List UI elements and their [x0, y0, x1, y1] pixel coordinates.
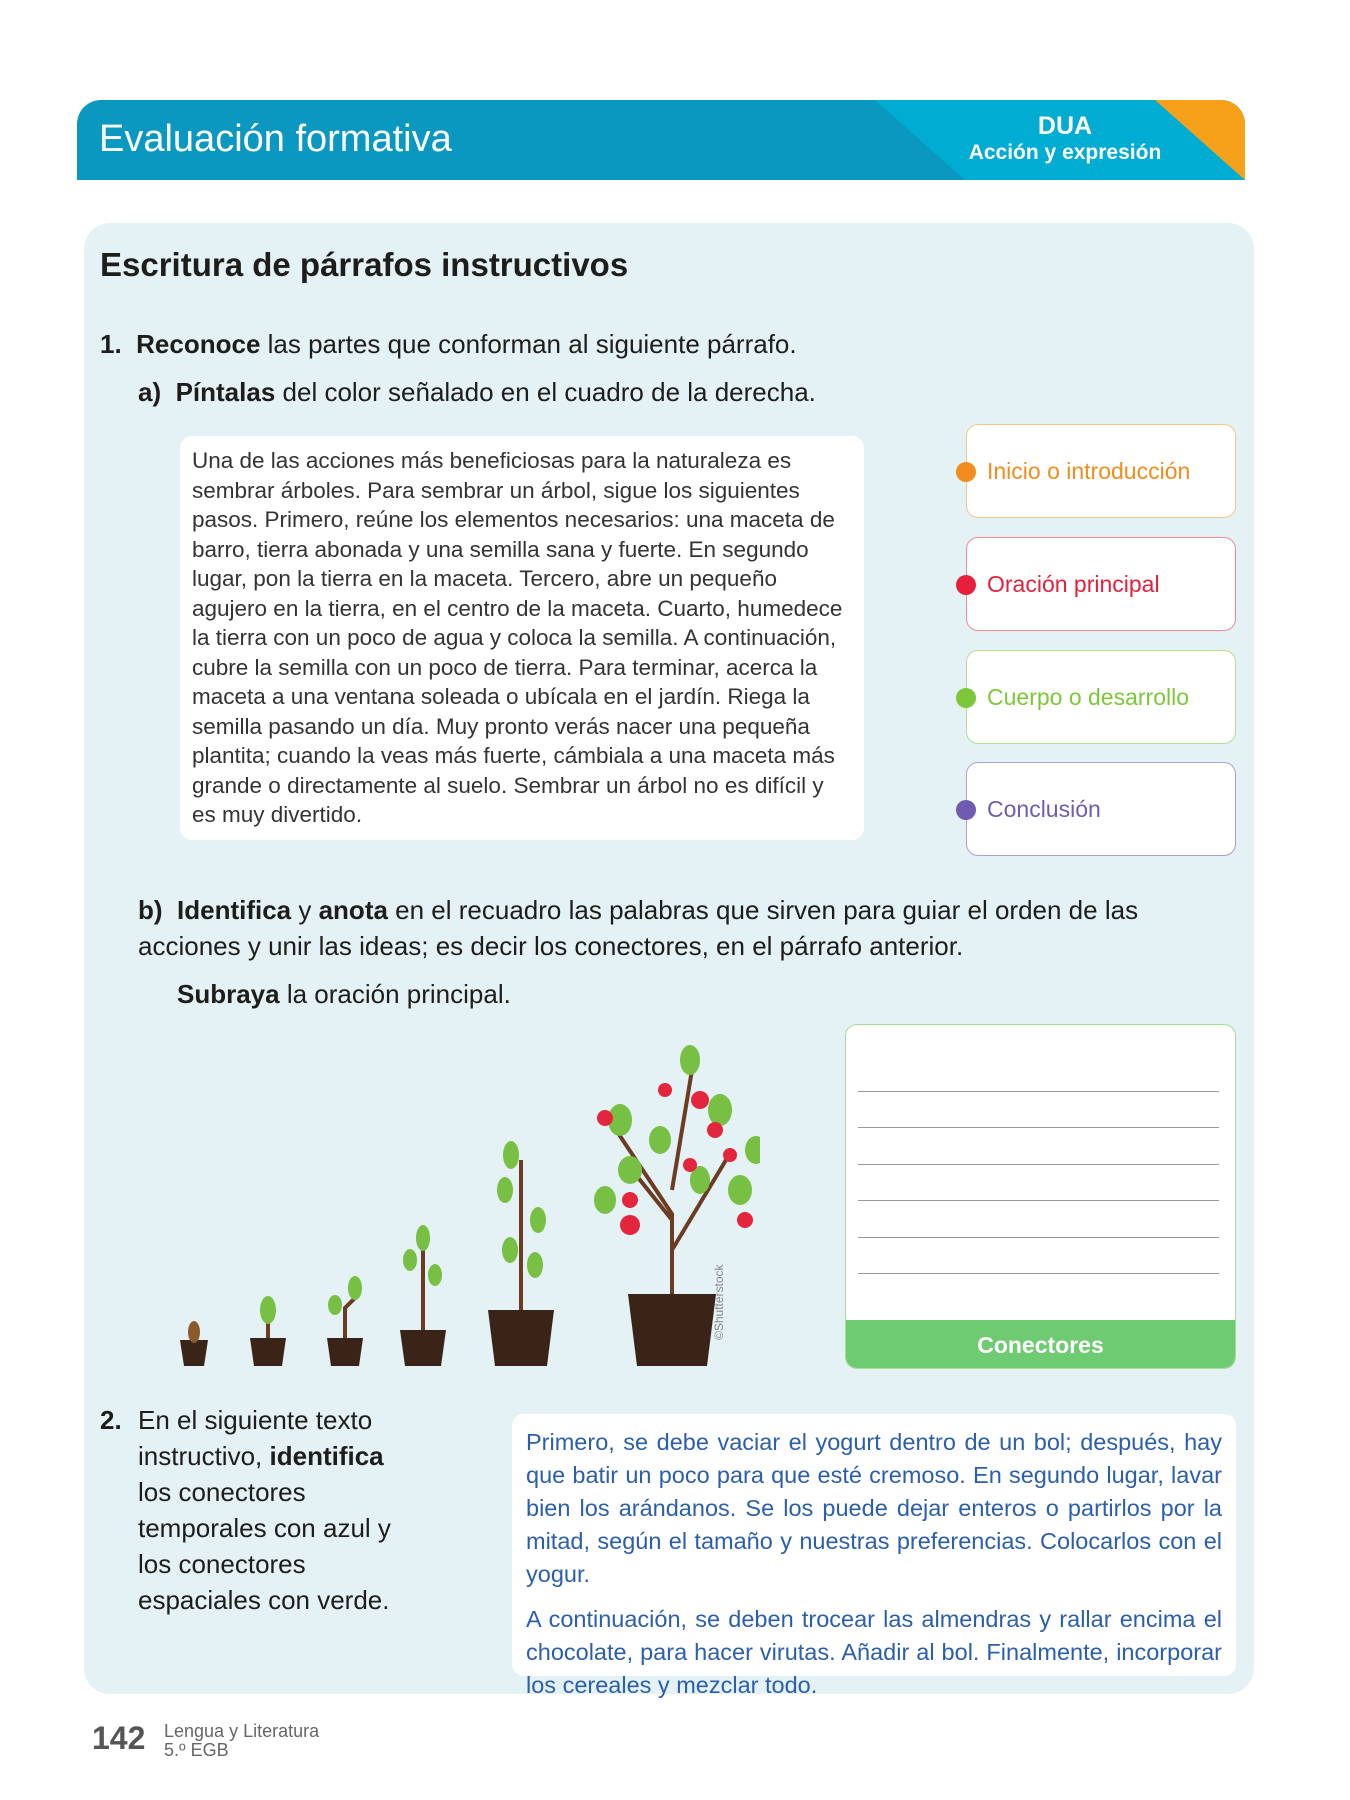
red-dot [956, 575, 976, 595]
question-1 [100, 326, 797, 362]
page-title: Evaluación formativa [99, 118, 452, 160]
instructive-text-box[interactable] [512, 1414, 1236, 1698]
text-paragraph-2: A continuación, se deben trocear las almendras y rallar encima el chocolate, para hacer virutas. Añadir al bol. Finalmente, incorporar los cereales y mezclar todo. [526, 1606, 1222, 1698]
q-text: y [291, 895, 319, 925]
dua-subtitle: Acción y expresión [968, 141, 1162, 164]
paragraph-box[interactable]: Una de las acciones más beneficiosas para la naturaleza es sembrar árboles. Para sembrar un árbol, sigue los siguientes pasos. Primero, reúne los elementos necesarios: una maceta de barro, tierra abonada y una semilla sana y fuerte. En segundo lugar, pon la tierra en la maceta. Tercero, abre un pequeño agujero en la tierra, en el centro de la maceta. Cuarto, humedece la tierra con un poco de agua y coloca la semilla. A continuación, cubre la semilla con un poco de tierra. Para terminar, acerca la maceta a una ventana soleada o ubícala en el jardín. Riega la semilla pasando un día. Muy pronto verás nacer una pequeña plantita; cuando la veas más fuerte, cámbiala a una maceta más grande o directamente al suelo. Sembrar un árbol no es difícil y es muy divertido. [180, 436, 864, 840]
page-number: 142 [92, 1720, 146, 1756]
write-line [858, 1091, 1219, 1092]
footer-subject [164, 1722, 319, 1760]
section-title: Escritura de párrafos instructivos [100, 246, 629, 283]
q-verb: Reconoce [136, 329, 261, 359]
image-credit: ©Shutterstock [712, 1264, 726, 1340]
q-num: 2. [100, 1405, 122, 1435]
header-banner [77, 100, 1245, 180]
label-text: Inicio o introducción [987, 458, 1191, 484]
label-oracion[interactable] [966, 537, 1236, 631]
label-inicio[interactable] [966, 424, 1236, 518]
q-text: las partes que conforman al siguiente párrafo. [260, 329, 797, 359]
write-line [858, 1273, 1219, 1274]
label-text: Cuerpo o desarrollo [987, 684, 1190, 710]
label-text: Oración principal [987, 571, 1160, 597]
q-letter: a) [138, 377, 162, 407]
orange-dot [956, 462, 976, 482]
q-text: En el siguiente texto instructivo, [138, 1405, 373, 1471]
connectors-box[interactable] [845, 1024, 1236, 1369]
q-verb: Identifica [177, 895, 292, 925]
q-verb: Píntalas [175, 377, 276, 407]
q-num: 1. [100, 329, 122, 359]
question-1b-sub [177, 976, 511, 1012]
subject: Lengua y Literatura [164, 1721, 320, 1741]
q-letter: b) [138, 895, 163, 925]
q-text: la oración principal. [279, 979, 511, 1009]
write-line [858, 1237, 1219, 1238]
question-2 [100, 1402, 430, 1618]
grade: 5.º EGB [164, 1740, 229, 1760]
q-verb: Subraya [177, 979, 280, 1009]
purple-dot [956, 800, 976, 820]
green-dot [956, 688, 976, 708]
write-line [858, 1127, 1219, 1128]
question-1a [138, 374, 816, 410]
label-cuerpo[interactable] [966, 650, 1236, 744]
q-text: en el recuadro las palabras que sirven para guiar el orden de las acciones y unir las ideas; es decir los conectores, en el párrafo anterior. [138, 895, 1139, 961]
q-verb: anota [318, 895, 388, 925]
label-conclusion[interactable] [966, 762, 1236, 856]
text-paragraph-1: Primero, se debe vaciar el yogurt dentro de un bol; después, hay que batir un poco para que esté cremoso. En segundo lugar, lavar bien los arándanos. Se los puede dejar enteros o partirlos por la mitad, según el tamaño y nuestras preferencias. Colocarlos con el yogur. [526, 1429, 1222, 1587]
write-line [858, 1164, 1219, 1165]
plant-growth-illustration [160, 1020, 760, 1370]
question-1b [138, 892, 1198, 964]
q-verb: identifica [269, 1441, 384, 1471]
q-text: los conectores temporales con azul y los conectores espaciales con verde. [138, 1477, 391, 1615]
q-text: del color señalado en el cuadro de la derecha. [275, 377, 816, 407]
write-line [858, 1200, 1219, 1201]
label-text: Conclusión [987, 796, 1101, 822]
dua-label [945, 112, 1185, 165]
connectors-label: Conectores [846, 1320, 1235, 1368]
dua-title: DUA [1037, 112, 1093, 140]
